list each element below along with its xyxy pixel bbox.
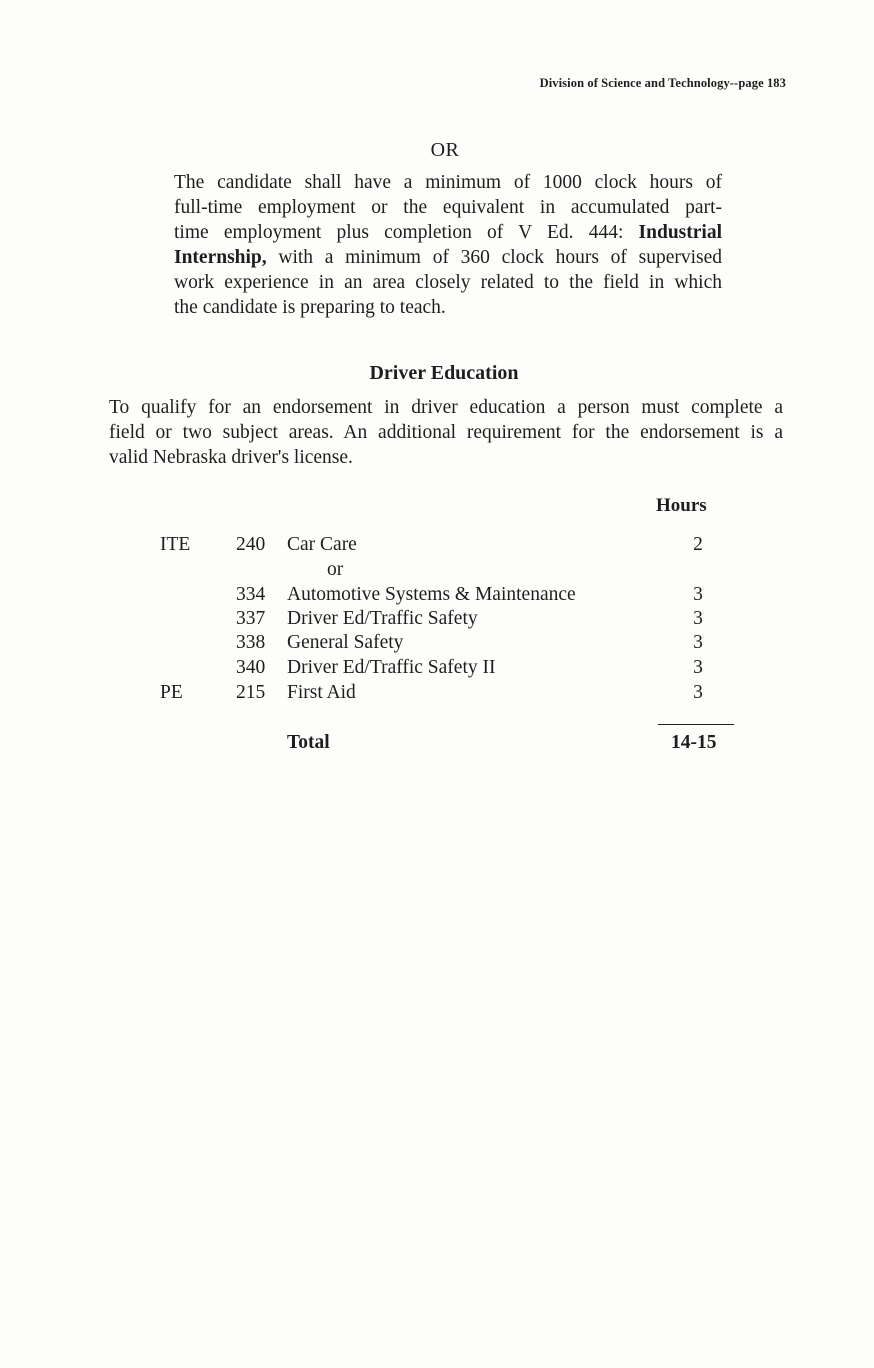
course-title: General Safety <box>287 632 404 653</box>
total-label: Total <box>287 732 330 753</box>
paragraph-text: with a minimum of 360 clock hours of supervised <box>266 247 722 268</box>
course-hours: 3 <box>693 632 703 653</box>
paragraph-line <box>174 220 722 245</box>
paragraph-line: the candidate is preparing to teach. <box>174 297 446 318</box>
course-row <box>0 608 874 633</box>
paragraph-line: full-time employment or the equivalent in accumulated part- <box>174 197 722 218</box>
course-dept: PE <box>160 682 183 703</box>
course-number: 240 <box>236 534 266 555</box>
or-heading: OR <box>430 139 460 161</box>
course-title: Car Care <box>287 534 357 555</box>
course-row <box>0 657 874 682</box>
requirements-paragraph <box>109 395 783 470</box>
running-head: Division of Science and Technology--page 183 <box>539 76 786 90</box>
course-row <box>0 682 874 707</box>
course-hours: 3 <box>693 682 703 703</box>
paragraph-line: work experience in an area closely related to the field in which <box>174 272 722 293</box>
course-number: 215 <box>236 682 266 703</box>
course-number: 338 <box>236 632 266 653</box>
course-hours: 3 <box>693 657 703 678</box>
course-row <box>0 584 874 609</box>
course-hours: 3 <box>693 584 703 605</box>
course-title: Automotive Systems & Maintenance <box>287 584 576 605</box>
course-row <box>0 632 874 657</box>
course-number: 337 <box>236 608 266 629</box>
alternative-or: or <box>327 559 344 580</box>
course-title: First Aid <box>287 682 356 703</box>
total-rule <box>658 724 734 725</box>
paragraph-line: The candidate shall have a minimum of 1000 clock hours of <box>174 172 722 193</box>
course-number: 340 <box>236 657 266 678</box>
paragraph-text: time employment plus completion of V Ed. 444: <box>174 222 639 243</box>
paragraph-line <box>174 245 722 270</box>
course-hours: 2 <box>693 534 703 555</box>
bold-term: Industrial <box>638 222 722 243</box>
paragraph-line: valid Nebraska driver's license. <box>109 447 353 468</box>
hours-column-header: Hours <box>656 495 707 516</box>
course-title: Driver Ed/Traffic Safety <box>287 608 478 629</box>
section-heading: Driver Education <box>369 362 519 384</box>
course-title: Driver Ed/Traffic Safety II <box>287 657 496 678</box>
paragraph-line: field or two subject areas. An additional requirement for the endorsement is a <box>109 422 783 443</box>
course-number: 334 <box>236 584 266 605</box>
total-hours: 14-15 <box>671 732 717 753</box>
internship-paragraph <box>174 170 722 320</box>
paragraph-line: To qualify for an endorsement in driver education a person must complete a <box>109 397 783 418</box>
course-dept: ITE <box>160 534 191 555</box>
course-row <box>0 534 874 559</box>
course-hours: 3 <box>693 608 703 629</box>
bold-term: Internship, <box>174 247 267 268</box>
